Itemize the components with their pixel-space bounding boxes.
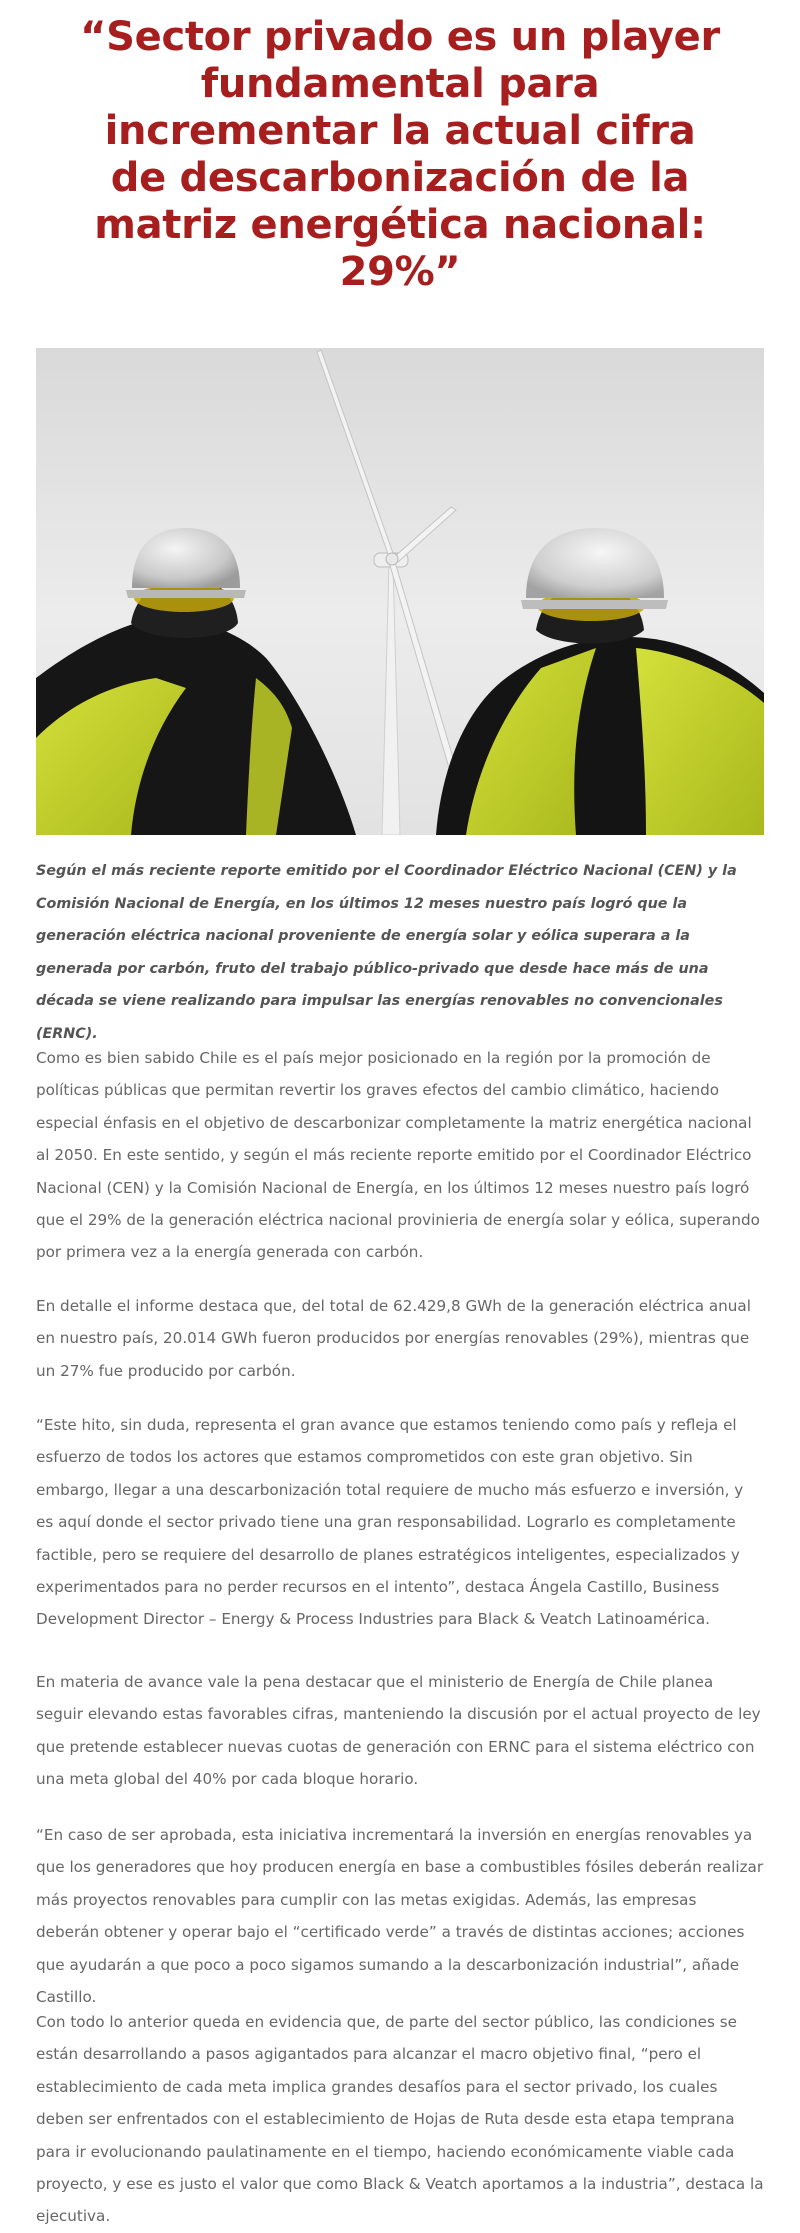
body-paragraph-1: Como es bien sabido Chile es el país mejor posicionado en la región por la promoción de políticas públicas que permitan revertir los graves efectos del cambio climático, haciendo especial énfasis en el objetivo de descarbonizar completamente la matriz energética nacional al 2050. En este sentido, y según el más reciente reporte emitido por el Coordinador Eléctrico Nacional (CEN) y la Comisión Nacional de Energía, en los últimos 12 meses nuestro país logró que el 29% de la generación eléctrica nacional provinieria de energía solar y eólica, superando por primera vez a la energía generada con carbón.: [36, 1049, 760, 1262]
body-paragraph-2: En detalle el informe destaca que, del total de 62.429,8 GWh de la generación eléctrica anual en nuestro país, 20.014 GWh fueron producidos por energías renovables (29%), mientras que un 27% fue producido por carbón.: [36, 1297, 751, 1380]
article: [36, 0, 764, 2226]
body-paragraph-5: “En caso de ser aprobada, esta iniciativa incrementará la inversión en energías renovables ya que los generadores que hoy producen energía en base a combustibles fósiles deberán realizar más proyectos renovables para cumplir con las metas exigidas. Además, las empresas deberán obtener y operar bajo el “certificado verde” a través de distintas acciones; acciones que ayudarán a que poco a poco sigamos sumando a la descarbonización industrial”, añade Castillo.: [36, 1826, 764, 2007]
body-paragraph-6: Con todo lo anterior queda en evidencia que, de parte del sector público, las condiciones se están desarrollando a pasos agigantados para alcanzar el macro objetivo final, “pero el establecimiento de cada meta implica grandes desafíos para el sector privado, los cuales deben ser enfrentados con el establecimiento de Hojas de Ruta desde esta etapa temprana para ir evolucionando paulatinamente en el tiempo, haciendo económicamente viable cada proyecto, y ese es justo el valor que como Black & Veatch aportamos a la industria”, destaca la ejecutiva.: [36, 2013, 764, 2226]
article-lead: Según el más reciente reporte emitido por el Coordinador Eléctrico Nacional (CEN) y la Comisión Nacional de Energía, en los últimos 12 meses nuestro país logró que la generación eléctrica nacional proveniente de energía solar y eólica superara a la generada por carbón, fruto del trabajo público-privado que desde hace más de una década se viene realizando para impulsar las energías renovables no convencionales (ERNC).: [36, 863, 737, 1042]
article-title: “Sector privado es un player fundamental para incrementar la actual cifra de descarbonización de la matriz energética nacional: 29%”: [80, 14, 720, 295]
body-paragraph-4: En materia de avance vale la pena destacar que el ministerio de Energía de Chile planea seguir elevando estas favorables cifras, manteniendo la discusión por el actual proyecto de ley que pretende establecer nuevas cuotas de generación con ERNC para el sistema eléctrico con una meta global del 40% por cada bloque horario.: [36, 1673, 761, 1789]
body-paragraph-3: “Este hito, sin duda, representa el gran avance que estamos teniendo como país y refleja el esfuerzo de todos los actores que estamos comprometidos con este gran objetivo. Sin embargo, llegar a una descarbonización total requiere de mucho más esfuerzo e inversión, y es aquí donde el sector privado tiene una gran responsabilidad. Lograrlo es completamente factible, pero se requiere del desarrollo de planes estratégicos inteligentes, especializados y experimentados para no perder recursos en el intento”, destaca Ángela Castillo, Business Development Director – Energy & Process Industries para Black & Veatch Latinoamérica.: [36, 1416, 744, 1629]
hero-image: [36, 348, 764, 835]
